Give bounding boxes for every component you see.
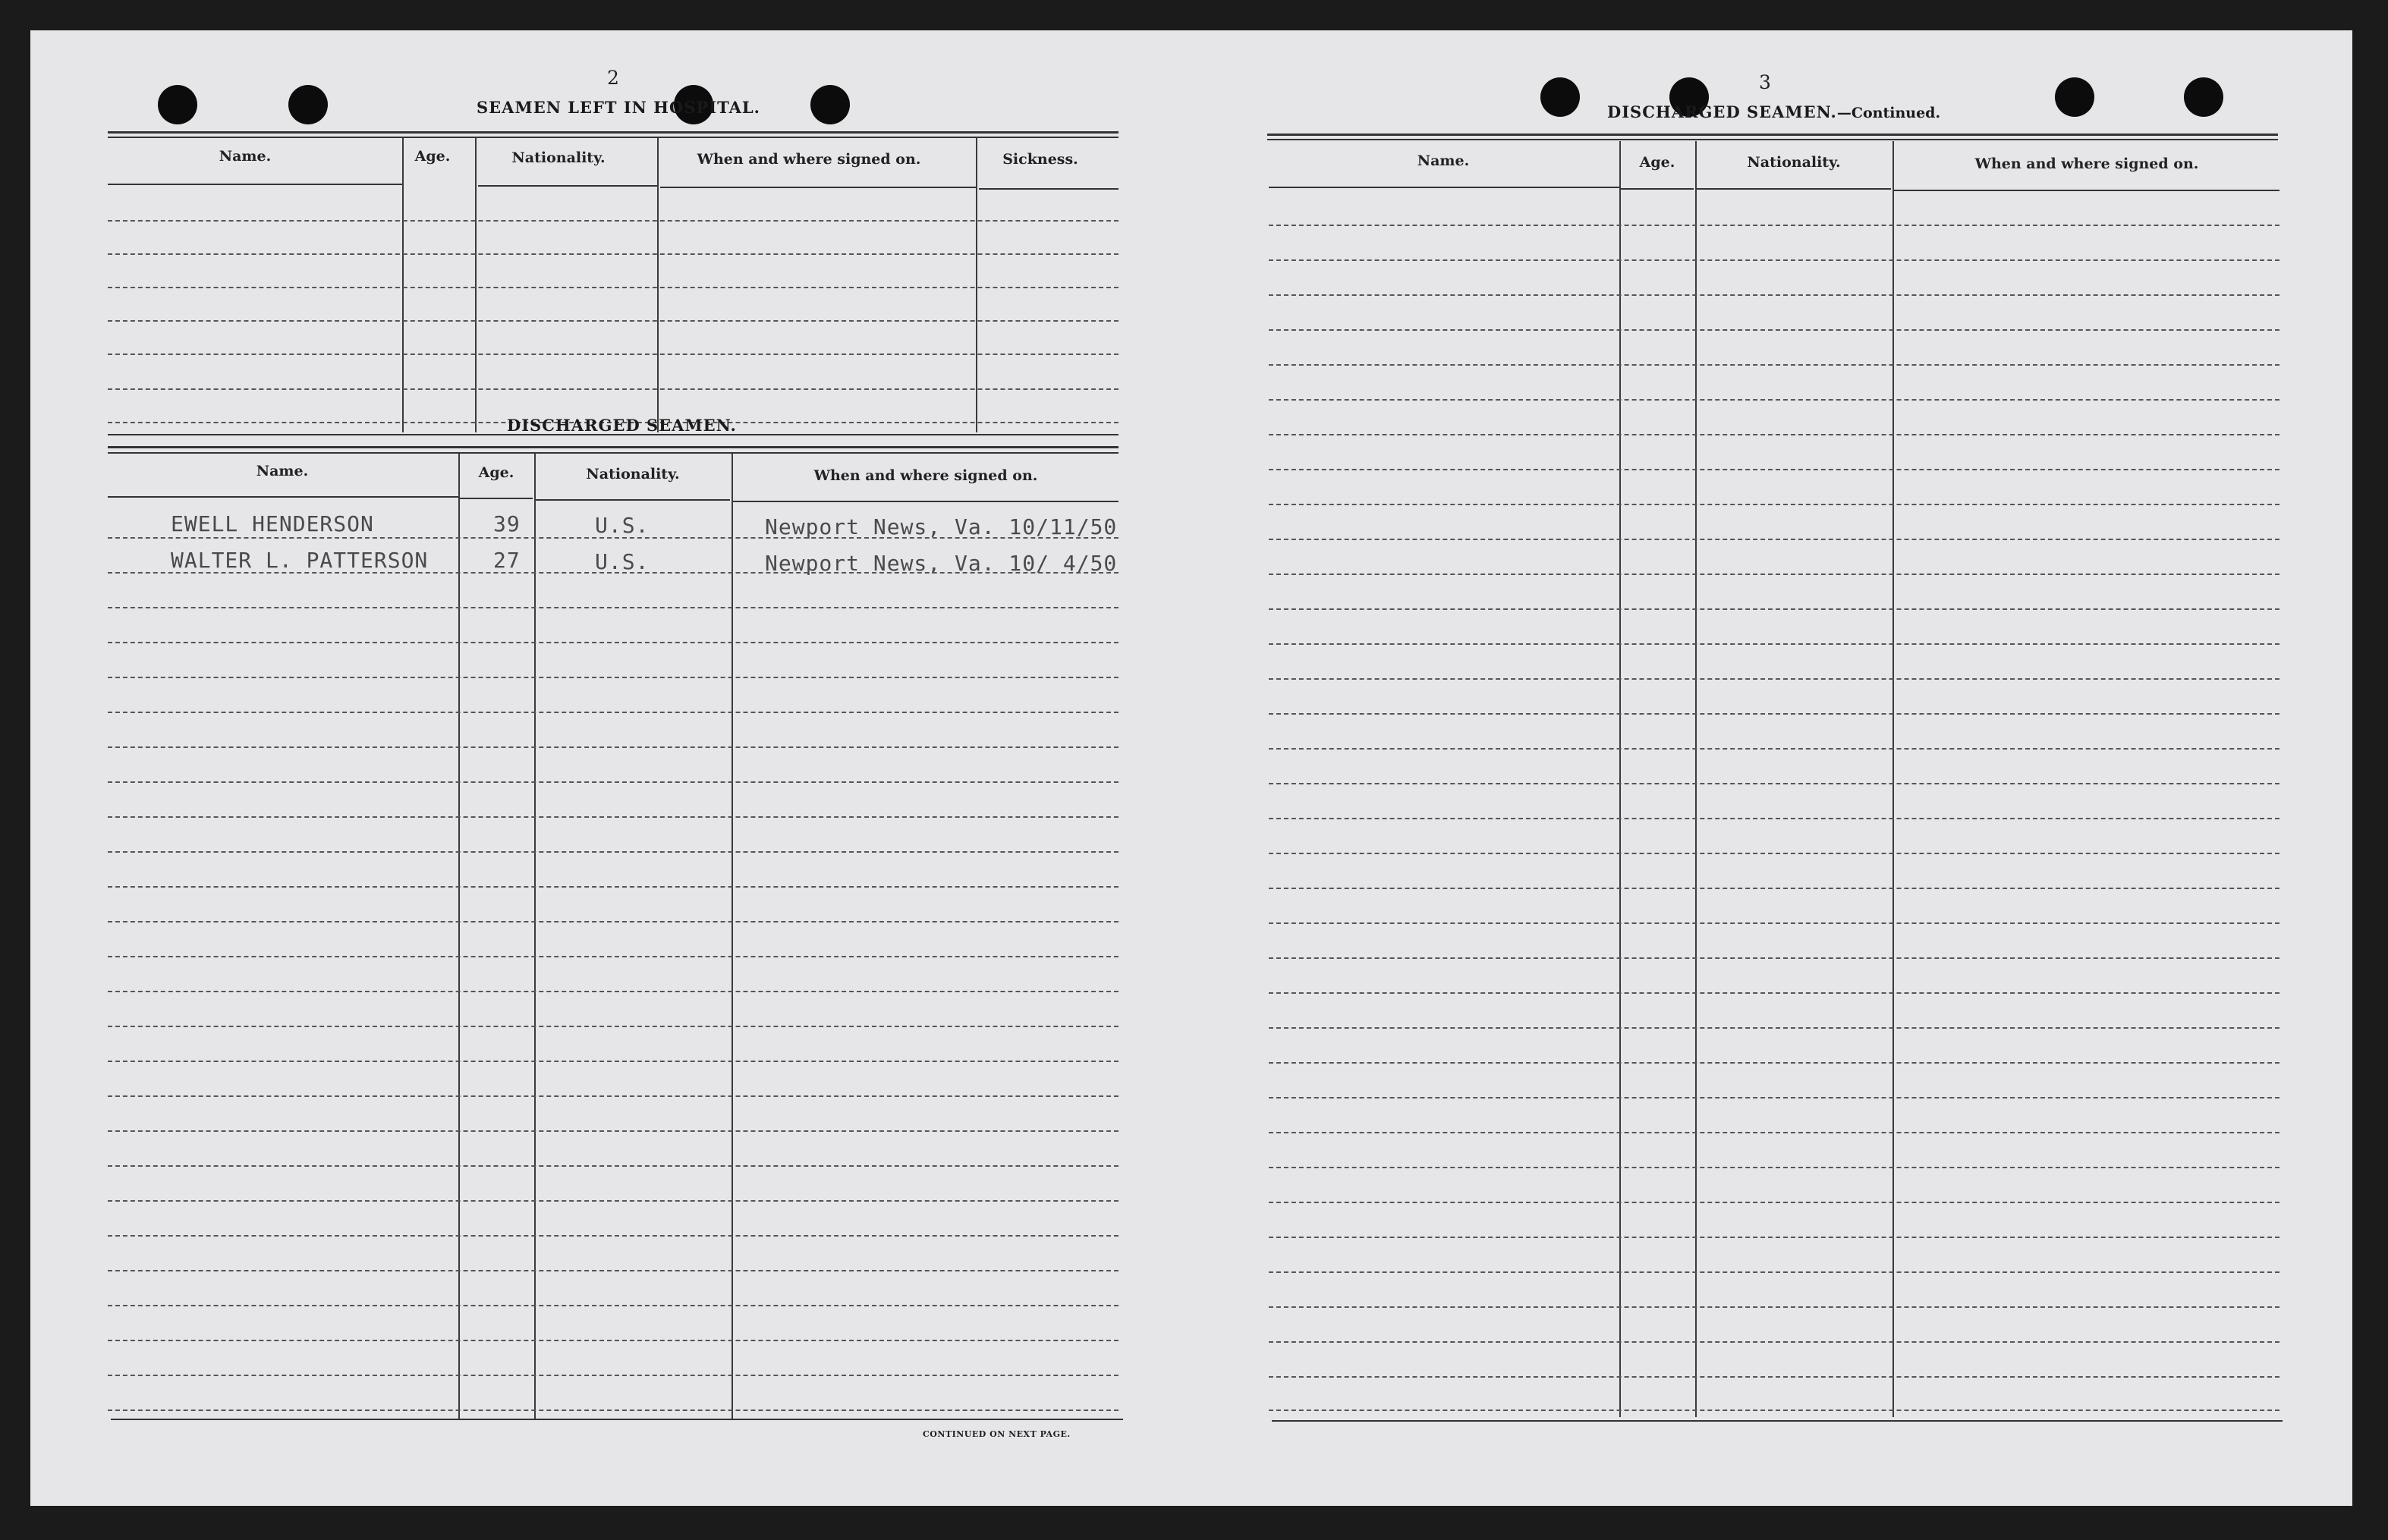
right-row-line (1269, 1027, 2279, 1029)
discharged-row-line (108, 1340, 1118, 1341)
discharged-section-title: DISCHARGED SEAMEN. (507, 416, 737, 435)
discharged-header-name: Name. (256, 463, 309, 479)
hospital-section-title: SEAMEN LEFT IN HOSPITAL. (477, 98, 760, 117)
discharged-row-line (108, 1270, 1118, 1271)
discharged-row-line (108, 991, 1118, 992)
right-header-name: Name. (1417, 152, 1470, 169)
right-header-underline (1269, 187, 1619, 188)
right-row-line (1269, 364, 2279, 366)
right-row-line (1269, 399, 2279, 401)
discharged-row-line (108, 886, 1118, 888)
right-row-line (1269, 992, 2279, 994)
right-row-line (1269, 1132, 2279, 1133)
hospital-header-underline (478, 185, 657, 187)
right-row-line (1269, 539, 2279, 540)
hospital-header-underline (660, 187, 976, 188)
discharged-col-divider (732, 454, 733, 1419)
discharged-header-underline (733, 501, 1118, 502)
discharged-row-line (108, 746, 1118, 748)
discharged-row-line (108, 1410, 1118, 1411)
right-row-line (1269, 1237, 2279, 1238)
discharged-top-rule-2 (108, 452, 1118, 454)
discharged-row-line (108, 1235, 1118, 1237)
discharged-row-line (108, 677, 1118, 678)
right-header-underline (1697, 188, 1891, 190)
discharged-row-line (108, 921, 1118, 922)
right-header-underline (1621, 188, 1694, 190)
discharged-row-line (108, 537, 1118, 539)
punch-hole (158, 85, 197, 124)
discharged-row-1-signed-on: Newport News, Va. 10/11/50 (765, 514, 1118, 539)
discharged-row-2-age: 27 (493, 548, 521, 573)
right-row-line (1269, 574, 2279, 575)
right-row-line (1269, 1341, 2279, 1343)
right-row-line (1269, 1097, 2279, 1098)
discharged-row-2-signed-on: Newport News, Va. 10/ 4/50 (765, 551, 1118, 576)
discharged-row-line (108, 1165, 1118, 1167)
discharged-header-underline (460, 498, 533, 499)
discharged-row-1-nationality: U.S. (595, 513, 650, 538)
punch-hole (1540, 77, 1580, 117)
punch-hole (2184, 77, 2223, 117)
discharged-row-line (108, 781, 1118, 783)
punch-hole (810, 85, 850, 124)
right-col-divider (1619, 141, 1621, 1417)
discharged-header-nationality: Nationality. (586, 466, 680, 482)
right-row-line (1269, 608, 2279, 610)
discharged-row-1-age: 39 (493, 511, 521, 536)
discharged-row-line (108, 642, 1118, 643)
continued-note: CONTINUED ON NEXT PAGE. (923, 1429, 1071, 1439)
hospital-header-signed-on: When and where signed on. (697, 151, 921, 168)
right-row-line (1269, 713, 2279, 715)
hospital-top-rule (108, 131, 1118, 134)
discharged-row-line (108, 1130, 1118, 1132)
right-row-line (1269, 853, 2279, 854)
discharged-top-rule (108, 446, 1118, 448)
hospital-row-line (108, 388, 1118, 390)
discharged-row-line (108, 1375, 1118, 1376)
hospital-header-nationality: Nationality. (511, 149, 606, 166)
page-number-left: 2 (607, 67, 619, 89)
right-row-line (1269, 504, 2279, 505)
discharged-row-line (108, 1305, 1118, 1306)
discharged-col-divider (458, 454, 460, 1419)
right-row-line (1269, 1167, 2279, 1168)
discharged-row-line (108, 712, 1118, 713)
discharged-col-divider (534, 454, 536, 1419)
right-row-line (1269, 678, 2279, 680)
right-row-line (1269, 259, 2279, 261)
discharged-header-age: Age. (478, 464, 514, 481)
discharged-row-line (108, 1026, 1118, 1027)
right-header-nationality: Nationality. (1747, 154, 1841, 171)
continued-section-title-suffix: —Continued. (1836, 105, 1941, 121)
discharged-row-2-name: WALTER L. PATTERSON (171, 548, 429, 573)
right-top-rule-2 (1267, 139, 2278, 140)
right-col-divider (1695, 141, 1697, 1417)
hospital-header-name: Name. (219, 148, 272, 165)
right-row-line (1269, 294, 2279, 296)
right-row-line (1269, 329, 2279, 331)
right-row-line (1269, 1410, 2279, 1411)
right-row-line (1269, 1271, 2279, 1273)
right-row-line (1269, 1062, 2279, 1064)
discharged-row-line (108, 572, 1118, 574)
continued-section-title-main: DISCHARGED SEAMEN. (1607, 102, 1837, 121)
discharged-header-underline (536, 499, 730, 501)
right-row-line (1269, 469, 2279, 470)
discharged-row-line (108, 1061, 1118, 1062)
right-row-line (1269, 643, 2279, 645)
right-top-rule (1267, 134, 2278, 136)
continued-section-title (1607, 102, 1940, 121)
hospital-top-rule-2 (108, 137, 1118, 138)
punch-hole (288, 85, 328, 124)
punch-hole (2055, 77, 2094, 117)
right-row-line (1269, 818, 2279, 819)
hospital-row-line (108, 253, 1118, 255)
hospital-header-underline (979, 188, 1118, 190)
hospital-row-line (108, 287, 1118, 288)
discharged-row-line (108, 851, 1118, 853)
right-bottom-rule (1272, 1420, 2283, 1422)
discharged-row-line (108, 607, 1118, 608)
discharged-row-line (108, 956, 1118, 957)
discharged-row-line (108, 1200, 1118, 1202)
right-header-signed-on: When and where signed on. (1974, 156, 2199, 172)
right-row-line (1269, 1202, 2279, 1203)
right-header-underline (1894, 190, 2279, 191)
right-row-line (1269, 922, 2279, 924)
right-row-line (1269, 434, 2279, 435)
ledger-spread (30, 30, 2352, 1506)
discharged-header-underline (108, 496, 458, 498)
right-row-line (1269, 225, 2279, 226)
hospital-row-line (108, 354, 1118, 355)
hospital-header-age: Age. (414, 148, 451, 165)
right-row-line (1269, 783, 2279, 784)
right-row-line (1269, 957, 2279, 959)
hospital-header-sickness: Sickness. (1002, 151, 1078, 168)
right-row-line (1269, 1376, 2279, 1378)
discharged-header-signed-on: When and where signed on. (813, 467, 1038, 484)
right-header-age: Age. (1639, 154, 1675, 171)
page-number-right: 3 (1759, 71, 1771, 93)
discharged-row-line (108, 816, 1118, 818)
discharged-row-line (108, 1095, 1118, 1097)
right-row-line (1269, 748, 2279, 750)
right-row-line (1269, 888, 2279, 889)
discharged-row-1-name: EWELL HENDERSON (171, 511, 374, 536)
right-col-divider (1892, 141, 1894, 1417)
discharged-bottom-rule (111, 1419, 1123, 1420)
discharged-row-2-nationality: U.S. (595, 549, 650, 574)
right-row-line (1269, 1306, 2279, 1308)
hospital-row-line (108, 220, 1118, 222)
hospital-header-underline (108, 184, 402, 185)
hospital-row-line (108, 320, 1118, 322)
